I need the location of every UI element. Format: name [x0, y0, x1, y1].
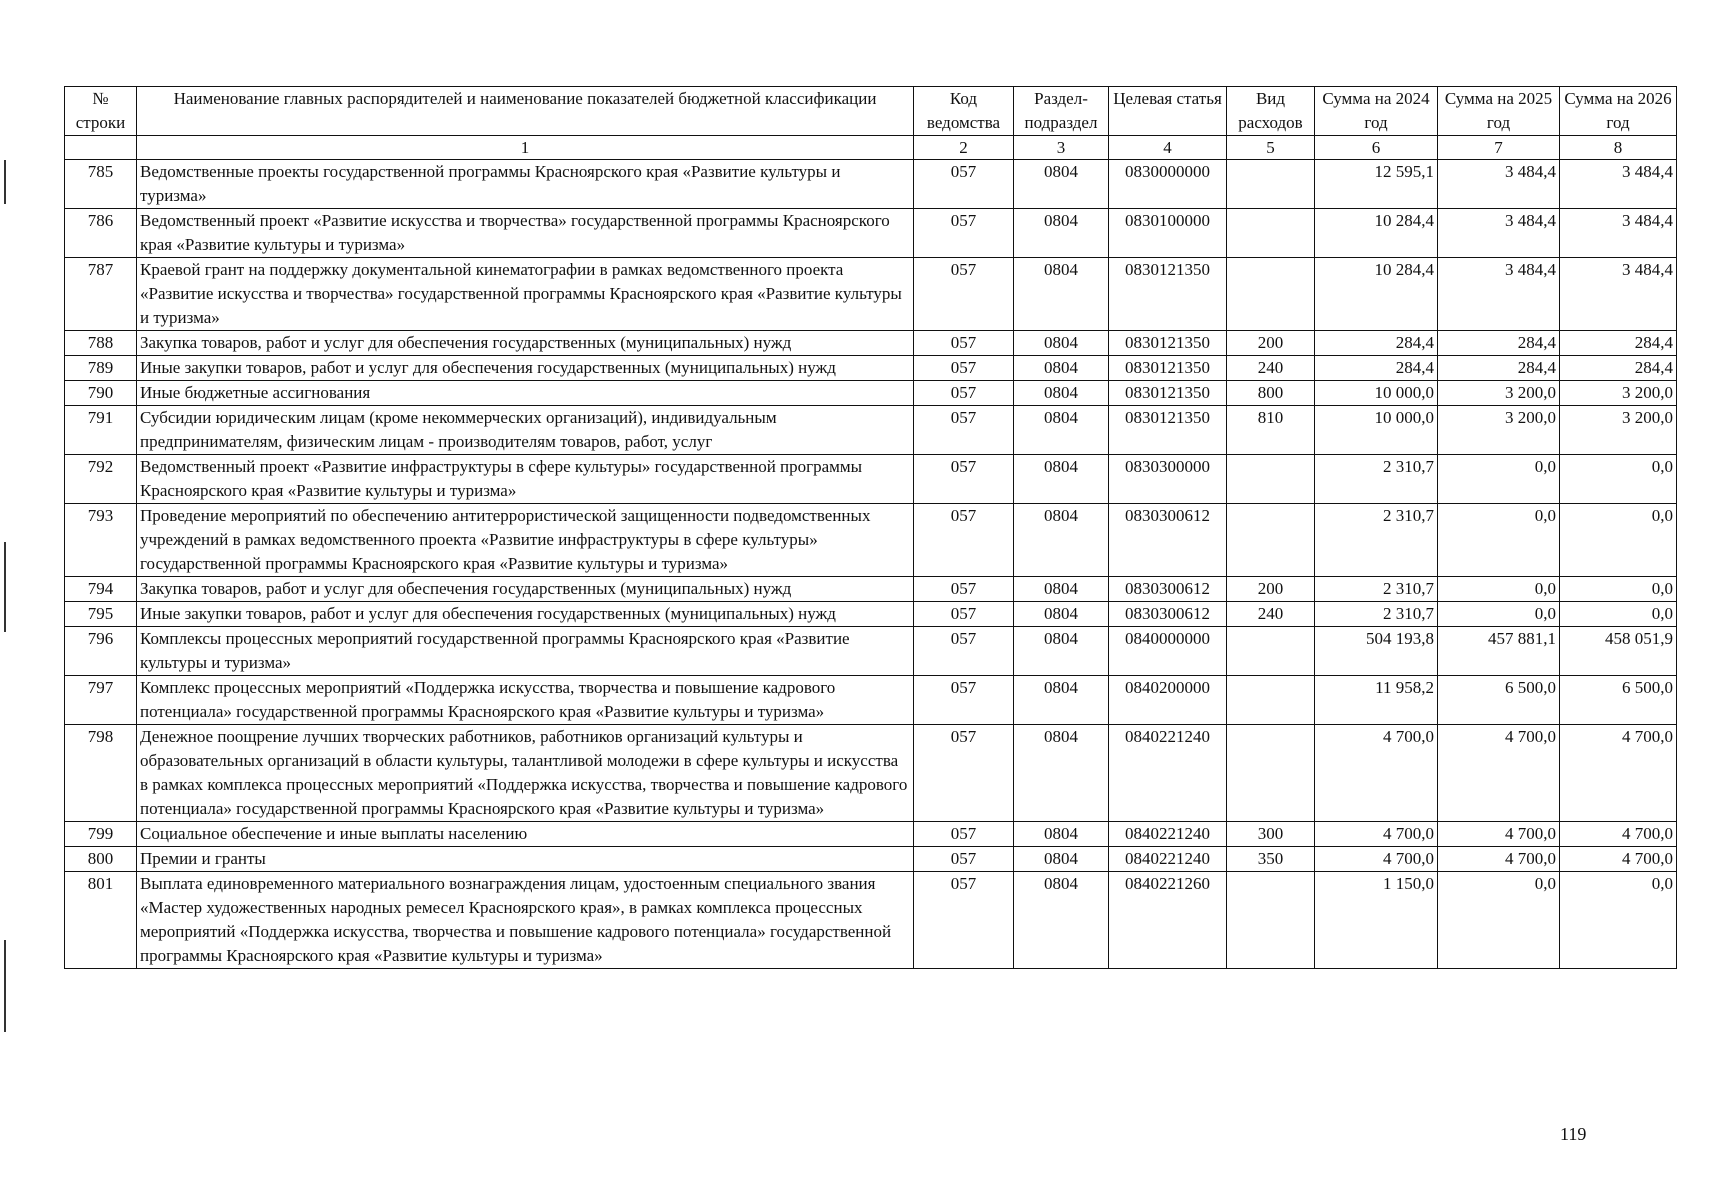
page-number: 119 [1560, 1124, 1587, 1144]
column-number: 6 [1315, 136, 1438, 160]
row-expense-type [1227, 725, 1315, 822]
row-department-code: 057 [914, 258, 1014, 331]
row-number: 785 [65, 160, 137, 209]
row-sum-2025: 457 881,1 [1438, 627, 1560, 676]
header-sum-2025: Сумма на 2025 год [1438, 87, 1560, 136]
row-sum-2026: 0,0 [1560, 577, 1677, 602]
row-sum-2024: 10 284,4 [1315, 258, 1438, 331]
row-number: 786 [65, 209, 137, 258]
row-target-article: 0840221260 [1109, 872, 1227, 969]
header-section: Раздел-подраздел [1014, 87, 1109, 136]
row-sum-2025: 3 484,4 [1438, 209, 1560, 258]
row-expense-type [1227, 627, 1315, 676]
table-row [65, 406, 1677, 455]
header-name: Наименование главных распорядителей и наименование показателей бюджетной классификации [137, 87, 914, 136]
table-row [65, 331, 1677, 356]
row-sum-2025: 4 700,0 [1438, 725, 1560, 822]
row-expense-type: 240 [1227, 356, 1315, 381]
row-name: Иные закупки товаров, работ и услуг для обеспечения государственных (муниципальных) нужд [137, 356, 914, 381]
row-target-article: 0830300612 [1109, 577, 1227, 602]
row-sum-2024: 2 310,7 [1315, 455, 1438, 504]
table-row [65, 381, 1677, 406]
row-name: Краевой грант на поддержку документальной кинематографии в рамках ведомственного проекта «Развитие искусства и творчества» государственной программы Красноярского края «Развитие культуры и туризма» [137, 258, 914, 331]
row-section: 0804 [1014, 627, 1109, 676]
row-sum-2026: 3 200,0 [1560, 406, 1677, 455]
table-row [65, 160, 1677, 209]
row-section: 0804 [1014, 381, 1109, 406]
row-sum-2024: 2 310,7 [1315, 577, 1438, 602]
row-target-article: 0830300000 [1109, 455, 1227, 504]
row-section: 0804 [1014, 209, 1109, 258]
row-number: 801 [65, 872, 137, 969]
row-sum-2026: 4 700,0 [1560, 847, 1677, 872]
header-sum-2026: Сумма на 2026 год [1560, 87, 1677, 136]
row-section: 0804 [1014, 725, 1109, 822]
row-name: Проведение мероприятий по обеспечению антитеррористической защищенности подведомственных учреждений в рамках ведомственного проекта «Развитие инфраструктуры в сфере культуры» государственной программы Красноярского края «Развитие культуры и туризма» [137, 504, 914, 577]
row-name: Комплексы процессных мероприятий государственной программы Красноярского края «Развитие культуры и туризма» [137, 627, 914, 676]
row-expense-type: 240 [1227, 602, 1315, 627]
row-section: 0804 [1014, 258, 1109, 331]
row-sum-2026: 4 700,0 [1560, 725, 1677, 822]
row-section: 0804 [1014, 602, 1109, 627]
row-name: Комплекс процессных мероприятий «Поддержка искусства, творчества и повышение кадрового потенциала» государственной программы Красноярского края «Развитие культуры и туризма» [137, 676, 914, 725]
row-expense-type [1227, 209, 1315, 258]
row-target-article: 0830100000 [1109, 209, 1227, 258]
row-sum-2026: 0,0 [1560, 872, 1677, 969]
budget-table [64, 86, 1677, 969]
row-number: 795 [65, 602, 137, 627]
row-department-code: 057 [914, 725, 1014, 822]
row-expense-type [1227, 455, 1315, 504]
header-sum-2024: Сумма на 2024 год [1315, 87, 1438, 136]
row-sum-2026: 6 500,0 [1560, 676, 1677, 725]
row-sum-2024: 11 958,2 [1315, 676, 1438, 725]
row-department-code: 057 [914, 822, 1014, 847]
row-sum-2025: 284,4 [1438, 356, 1560, 381]
column-number: 1 [137, 136, 914, 160]
row-department-code: 057 [914, 356, 1014, 381]
row-department-code: 057 [914, 504, 1014, 577]
row-number: 788 [65, 331, 137, 356]
row-expense-type [1227, 872, 1315, 969]
column-number: 7 [1438, 136, 1560, 160]
row-sum-2024: 12 595,1 [1315, 160, 1438, 209]
row-sum-2024: 284,4 [1315, 331, 1438, 356]
row-name: Ведомственные проекты государственной программы Красноярского края «Развитие культуры и туризма» [137, 160, 914, 209]
row-target-article: 0840221240 [1109, 822, 1227, 847]
row-department-code: 057 [914, 577, 1014, 602]
header-department-code: Код ведомства [914, 87, 1014, 136]
row-sum-2026: 3 200,0 [1560, 381, 1677, 406]
header-row [65, 87, 1677, 136]
header-expense-type: Вид расходов [1227, 87, 1315, 136]
row-sum-2025: 6 500,0 [1438, 676, 1560, 725]
row-name: Денежное поощрение лучших творческих работников, работников организаций культуры и образовательных организаций в области культуры, талантливой молодежи в сфере культуры и искусства в рамках комплекса процессных мероприятий «Поддержка искусства, творчества и повышение кадрового потенциала» государственной программы Красноярского края «Развитие культуры и туризма» [137, 725, 914, 822]
row-sum-2025: 3 484,4 [1438, 160, 1560, 209]
row-sum-2024: 284,4 [1315, 356, 1438, 381]
row-sum-2026: 284,4 [1560, 356, 1677, 381]
row-number: 799 [65, 822, 137, 847]
row-section: 0804 [1014, 676, 1109, 725]
row-expense-type [1227, 504, 1315, 577]
row-sum-2025: 0,0 [1438, 455, 1560, 504]
row-number: 794 [65, 577, 137, 602]
row-sum-2025: 4 700,0 [1438, 847, 1560, 872]
row-sum-2024: 10 284,4 [1315, 209, 1438, 258]
row-sum-2026: 0,0 [1560, 504, 1677, 577]
row-expense-type [1227, 258, 1315, 331]
row-target-article: 0830121350 [1109, 381, 1227, 406]
row-number: 790 [65, 381, 137, 406]
row-target-article: 0830300612 [1109, 504, 1227, 577]
row-name: Ведомственный проект «Развитие искусства и творчества» государственной программы Красноярского края «Развитие культуры и туризма» [137, 209, 914, 258]
row-target-article: 0840000000 [1109, 627, 1227, 676]
row-expense-type: 300 [1227, 822, 1315, 847]
row-sum-2025: 3 200,0 [1438, 406, 1560, 455]
row-number: 793 [65, 504, 137, 577]
scan-mark [4, 940, 6, 1032]
row-section: 0804 [1014, 847, 1109, 872]
row-department-code: 057 [914, 406, 1014, 455]
row-section: 0804 [1014, 872, 1109, 969]
table-row [65, 822, 1677, 847]
row-sum-2024: 2 310,7 [1315, 504, 1438, 577]
row-section: 0804 [1014, 455, 1109, 504]
row-name: Выплата единовременного материального вознаграждения лицам, удостоенным специального звания «Мастер художественных народных ремесел Красноярского края», в рамках комплекса процессных мероприятий «Поддержка искусства, творчества и повышение кадрового потенциала» государственной программы Красноярского края «Развитие культуры и туризма» [137, 872, 914, 969]
row-expense-type [1227, 160, 1315, 209]
column-number: 8 [1560, 136, 1677, 160]
row-name: Иные закупки товаров, работ и услуг для обеспечения государственных (муниципальных) нужд [137, 602, 914, 627]
row-department-code: 057 [914, 331, 1014, 356]
header-row-number: № строки [65, 87, 137, 136]
row-target-article: 0830121350 [1109, 331, 1227, 356]
table-row [65, 725, 1677, 822]
column-number: 5 [1227, 136, 1315, 160]
row-name: Закупка товаров, работ и услуг для обеспечения государственных (муниципальных) нужд [137, 331, 914, 356]
scan-mark [4, 160, 6, 204]
table-row [65, 209, 1677, 258]
row-sum-2026: 3 484,4 [1560, 258, 1677, 331]
row-expense-type: 200 [1227, 331, 1315, 356]
row-department-code: 057 [914, 872, 1014, 969]
row-section: 0804 [1014, 504, 1109, 577]
row-sum-2025: 3 200,0 [1438, 381, 1560, 406]
row-department-code: 057 [914, 627, 1014, 676]
row-department-code: 057 [914, 455, 1014, 504]
row-department-code: 057 [914, 847, 1014, 872]
table-row [65, 676, 1677, 725]
row-target-article: 0840221240 [1109, 847, 1227, 872]
row-department-code: 057 [914, 160, 1014, 209]
row-number: 792 [65, 455, 137, 504]
header-column-numbers [65, 136, 1677, 160]
row-expense-type: 350 [1227, 847, 1315, 872]
row-department-code: 057 [914, 209, 1014, 258]
row-sum-2026: 284,4 [1560, 331, 1677, 356]
row-target-article: 0830121350 [1109, 258, 1227, 331]
row-sum-2024: 10 000,0 [1315, 381, 1438, 406]
table-row [65, 847, 1677, 872]
row-sum-2025: 0,0 [1438, 602, 1560, 627]
row-name: Иные бюджетные ассигнования [137, 381, 914, 406]
row-sum-2024: 1 150,0 [1315, 872, 1438, 969]
row-expense-type: 200 [1227, 577, 1315, 602]
row-target-article: 0830121350 [1109, 406, 1227, 455]
row-target-article: 0840221240 [1109, 725, 1227, 822]
table-row [65, 504, 1677, 577]
row-number: 791 [65, 406, 137, 455]
row-sum-2026: 458 051,9 [1560, 627, 1677, 676]
row-number: 798 [65, 725, 137, 822]
row-department-code: 057 [914, 602, 1014, 627]
row-target-article: 0830300612 [1109, 602, 1227, 627]
row-department-code: 057 [914, 676, 1014, 725]
column-number-blank [65, 136, 137, 160]
row-sum-2026: 3 484,4 [1560, 209, 1677, 258]
row-number: 787 [65, 258, 137, 331]
row-sum-2024: 10 000,0 [1315, 406, 1438, 455]
row-target-article: 0830000000 [1109, 160, 1227, 209]
row-sum-2024: 4 700,0 [1315, 725, 1438, 822]
row-number: 800 [65, 847, 137, 872]
row-sum-2026: 4 700,0 [1560, 822, 1677, 847]
table-row [65, 627, 1677, 676]
column-number: 2 [914, 136, 1014, 160]
row-sum-2025: 0,0 [1438, 577, 1560, 602]
row-sum-2024: 504 193,8 [1315, 627, 1438, 676]
row-number: 789 [65, 356, 137, 381]
row-name: Социальное обеспечение и иные выплаты населению [137, 822, 914, 847]
row-number: 797 [65, 676, 137, 725]
row-name: Закупка товаров, работ и услуг для обеспечения государственных (муниципальных) нужд [137, 577, 914, 602]
row-target-article: 0830121350 [1109, 356, 1227, 381]
row-sum-2025: 3 484,4 [1438, 258, 1560, 331]
row-sum-2026: 0,0 [1560, 455, 1677, 504]
table-row [65, 258, 1677, 331]
row-sum-2025: 4 700,0 [1438, 822, 1560, 847]
header-target-article: Целевая статья [1109, 87, 1227, 136]
row-expense-type: 800 [1227, 381, 1315, 406]
row-name: Премии и гранты [137, 847, 914, 872]
row-sum-2026: 3 484,4 [1560, 160, 1677, 209]
row-number: 796 [65, 627, 137, 676]
row-expense-type [1227, 676, 1315, 725]
scan-mark [4, 542, 6, 632]
column-number: 4 [1109, 136, 1227, 160]
row-sum-2024: 4 700,0 [1315, 847, 1438, 872]
row-target-article: 0840200000 [1109, 676, 1227, 725]
row-sum-2025: 0,0 [1438, 872, 1560, 969]
row-section: 0804 [1014, 331, 1109, 356]
row-sum-2024: 4 700,0 [1315, 822, 1438, 847]
row-section: 0804 [1014, 406, 1109, 455]
row-name: Ведомственный проект «Развитие инфраструктуры в сфере культуры» государственной программы Красноярского края «Развитие культуры и туризма» [137, 455, 914, 504]
row-sum-2025: 284,4 [1438, 331, 1560, 356]
row-section: 0804 [1014, 577, 1109, 602]
row-department-code: 057 [914, 381, 1014, 406]
table-row [65, 356, 1677, 381]
row-sum-2026: 0,0 [1560, 602, 1677, 627]
row-section: 0804 [1014, 356, 1109, 381]
row-expense-type: 810 [1227, 406, 1315, 455]
column-number: 3 [1014, 136, 1109, 160]
table-row [65, 602, 1677, 627]
row-name: Субсидии юридическим лицам (кроме некоммерческих организаций), индивидуальным предпринимателям, физическим лицам - производителям товаров, работ, услуг [137, 406, 914, 455]
row-section: 0804 [1014, 160, 1109, 209]
row-sum-2024: 2 310,7 [1315, 602, 1438, 627]
table-row [65, 577, 1677, 602]
row-sum-2025: 0,0 [1438, 504, 1560, 577]
row-section: 0804 [1014, 822, 1109, 847]
table-row [65, 872, 1677, 969]
table-row [65, 455, 1677, 504]
